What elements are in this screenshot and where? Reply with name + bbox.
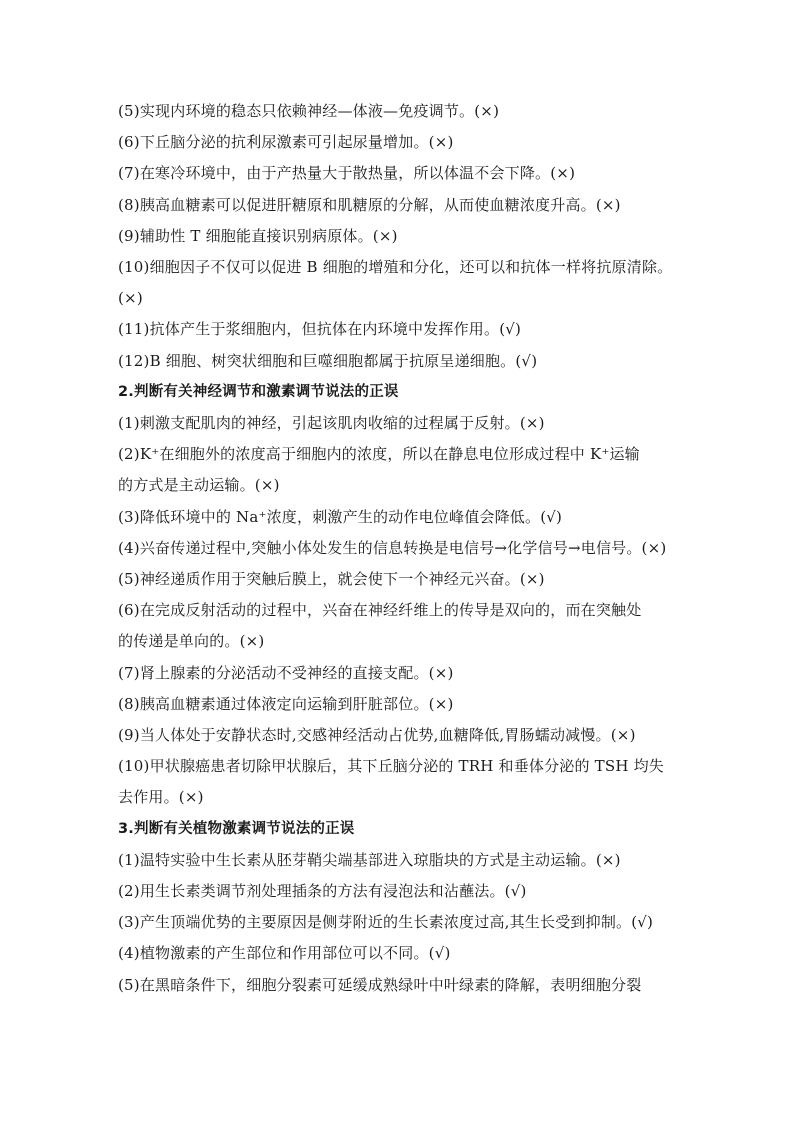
text-line: (12)B 细胞、树突状细胞和巨噬细胞都属于抗原呈递细胞。(√) [118, 351, 538, 370]
text-line: (2)用生长素类调节剂处理插条的方法有浸泡法和沾蘸法。(√) [118, 882, 527, 901]
text-line: (5)实现内环境的稳态只依赖神经—体液—免疫调节。(×) [118, 102, 500, 120]
text-line: (6)在完成反射活动的过程中，兴奋在神经纤维上的传导是双向的，而在突触处 [118, 601, 642, 620]
text-line: 的方式是主动运输。(×) [118, 476, 280, 495]
text-line: 的传递是单向的。(×) [118, 632, 265, 651]
text-line: (×) [118, 289, 143, 308]
text-line: (1)温特实验中生长素从胚芽鞘尖端基部进入琼脂块的方式是主动运输。(×) [118, 850, 621, 869]
text-line: (4)植物激素的产生部位和作用部位可以不同。(√) [118, 944, 451, 963]
text-line: (8)胰高血糖素可以促进肝糖原和肌糖原的分解，从而使血糖浓度升高。(×) [118, 195, 621, 214]
text-line: (3)降低环境中的 Na⁺浓度，刺激产生的动作电位峰值会降低。(√) [118, 507, 563, 526]
text-line: (10)细胞因子不仅可以促进 B 细胞的增殖和分化，还可以和抗体一样将抗原清除。 [118, 258, 673, 277]
text-line: (4)兴奋传递过程中,突触小体处发生的信息转换是电信号→化学信号→电信号。(×) [118, 538, 667, 557]
text-line: (8)胰高血糖素通过体液定向运输到肝脏部位。(×) [118, 694, 454, 713]
text-line: (10)甲状腺癌患者切除甲状腺后，其下丘脑分泌的 TRH 和垂体分泌的 TSH 均失 [118, 757, 665, 776]
text-line: (9)当人体处于安静状态时,交感神经活动占优势,血糖降低,胃肠蠕动减慢。(×) [118, 726, 636, 745]
text-line: 去作用。(×) [118, 788, 204, 807]
text-line: (2)K⁺在细胞外的浓度高于细胞内的浓度，所以在静息电位形成过程中 K⁺运输 [118, 445, 640, 464]
text-line: (1)刺激支配肌肉的神经，引起该肌肉收缩的过程属于反射。(×) [118, 414, 545, 433]
text-line: (7)在寒冷环境中，由于产热量大于散热量，所以体温不会下降。(×) [118, 164, 576, 183]
text-line: (11)抗体产生于浆细胞内，但抗体在内环境中发挥作用。(√) [118, 320, 522, 339]
section-heading: 3.判断有关植物激素调节说法的正误 [118, 820, 355, 837]
text-line: (7)肾上腺素的分泌活动不受神经的直接支配。(×) [118, 663, 454, 682]
text-line: (9)辅助性 T 细胞能直接识别病原体。(×) [118, 226, 398, 245]
text-line: (5)在黑暗条件下，细胞分裂素可延缓成熟绿叶中叶绿素的降解，表明细胞分裂 [118, 975, 642, 994]
text-line: (6)下丘脑分泌的抗利尿激素可引起尿量增加。(×) [118, 133, 454, 152]
section-heading: 2.判断有关神经调节和激素调节说法的正误 [118, 383, 399, 400]
document-page [118, 96, 678, 1001]
text-line: (3)产生顶端优势的主要原因是侧芽附近的生长素浓度过高,其生长受到抑制。(√) [118, 913, 654, 932]
text-line: (5)神经递质作用于突触后膜上，就会使下一个神经元兴奋。(×) [118, 570, 545, 589]
